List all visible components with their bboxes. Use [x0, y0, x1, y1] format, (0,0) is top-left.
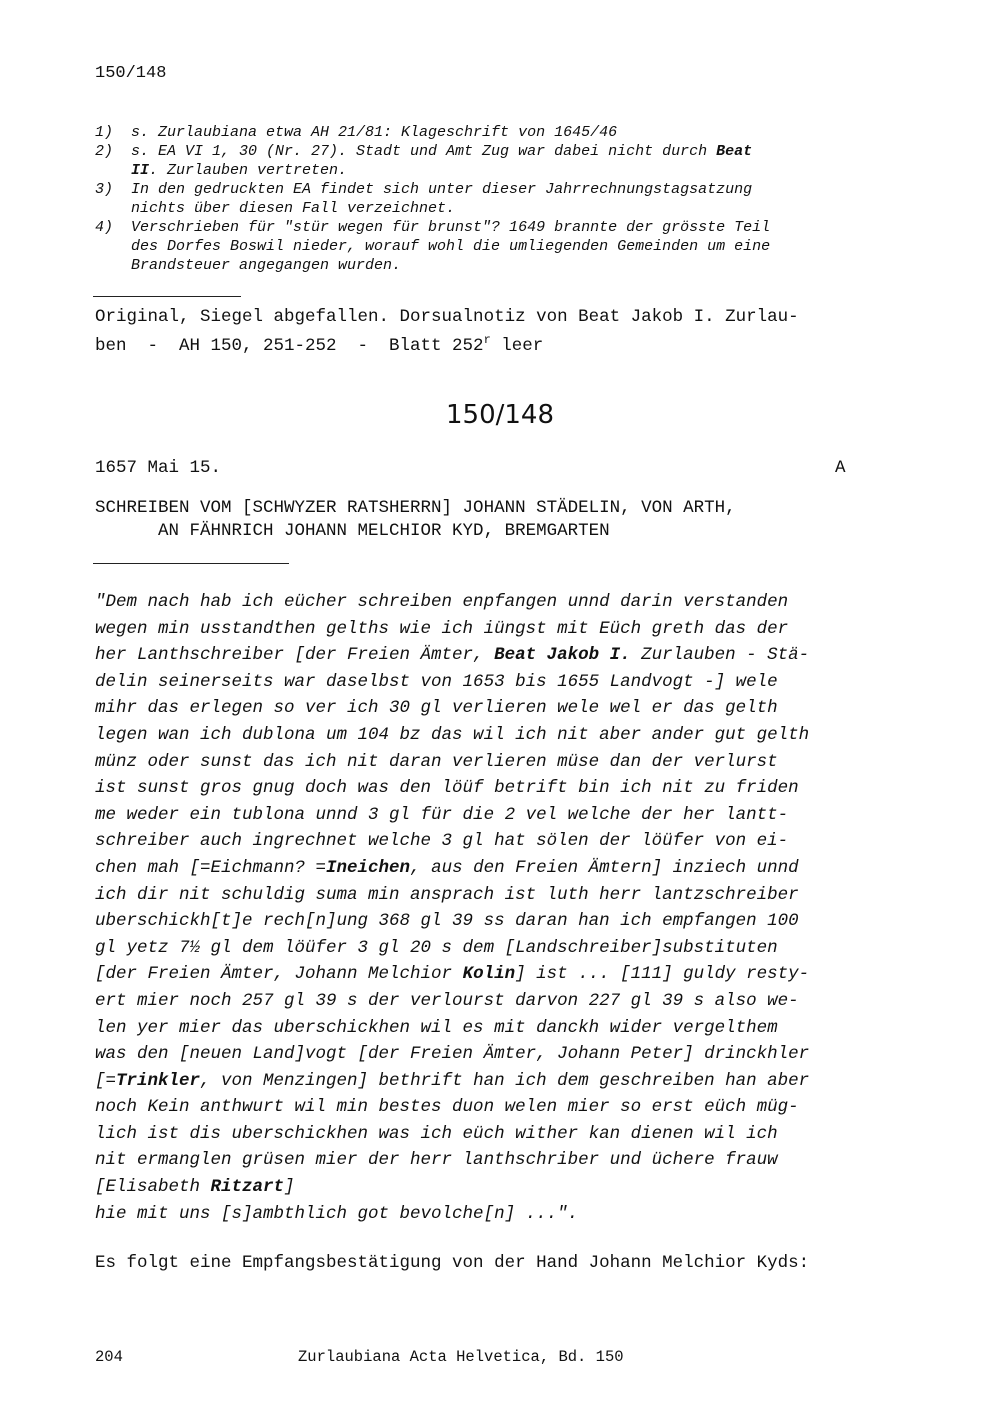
footnote-1 — [95, 123, 855, 142]
quote-line: ich dir nit schuldig suma min ansprach ist luth herr lantzschreiber — [95, 884, 799, 905]
quote-line: legen wan ich dublona um 104 bz das wil ich nit aber ander gut gelth — [95, 724, 810, 745]
quote-line: me weder ein tublona unnd 3 gl für die 2 vel welche der her lantt- — [95, 804, 789, 825]
quote-line: hie mit uns [s]ambthlich got bevolche[n] ...". — [95, 1203, 579, 1224]
footnotes — [95, 123, 855, 275]
footnote-text: s. Zurlaubiana etwa AH 21/81: Klageschrift von 1645/46 — [131, 124, 618, 141]
quote-line: [der Freien Ämter, Johann Melchior Kolin] ist ... [111] guldy resty- — [95, 964, 810, 985]
footnote-number: 3) — [95, 181, 114, 198]
page-header-ref: 150/148 — [95, 64, 167, 83]
quote-line: wegen min usstandthen gelths wie ich iüngst mit Eüch greth das der — [95, 618, 789, 639]
document-number: 150/148 — [445, 400, 554, 430]
quote-line: mihr das erlegen so ver ich 30 gl verlieren wele wel er das gelth — [95, 698, 778, 719]
footnote-text: In den gedruckten EA findet sich unter dieser Jahrrechnungstagsatzung nichts über diesen Fall verzeichnet. — [131, 181, 753, 217]
footnote-text: Verschrieben für "stür wegen für brunst"? 1649 brannte der grösste Teil des Dorfes Boswil nieder, worauf wohl die umliegenden Gemeinden um eine Brandsteuer angegangen wurden. — [131, 219, 771, 274]
page-number: 204 — [95, 1348, 123, 1366]
footnote-number: 1) — [95, 124, 114, 141]
footnote-divider — [93, 296, 241, 297]
quote-line: "Dem nach hab ich eücher schreiben enpfangen unnd darin verstanden — [95, 592, 789, 612]
quote-line: schreiber auch ingrechnet welche 3 gl hat sölen der löüfer von ei- — [95, 831, 789, 852]
footnote-number: 2) — [95, 143, 114, 160]
quote-line: ert mier noch 257 gl 39 s der verlourst darvon 227 gl 39 s also we- — [95, 990, 799, 1011]
quote-line: noch Kein anthwurt wil min bestes duon welen mier so erst eüch müg- — [95, 1097, 799, 1118]
followup-note: Es folgt eine Empfangsbestätigung von der Hand Johann Melchior Kyds: — [95, 1253, 810, 1273]
title-divider — [93, 563, 289, 564]
footnote-3 — [95, 180, 855, 218]
document-marker: A — [835, 458, 846, 478]
quote-line: chen mah [=Eichmann? =Ineichen, aus den Freien Ämtern] inziech unnd — [95, 857, 799, 878]
quote-line: her Lanthschreiber [der Freien Ämter, Beat Jakob I. Zurlauben - Stä- — [95, 645, 810, 666]
footnote-number: 4) — [95, 219, 114, 236]
letter-quote — [95, 589, 809, 1227]
quote-line: nit ermanglen grüsen mier der herr lanthschriber und üchere frauw — [95, 1150, 778, 1171]
quote-line: uberschickh[t]e rech[n]ung 368 gl 39 ss daran han ich empfangen 100 — [95, 911, 799, 932]
quote-line: was den [neuen Land]vogt [der Freien Ämter, Johann Peter] drinckhler — [95, 1044, 810, 1065]
quote-line: [Elisabeth Ritzart] — [95, 1177, 295, 1198]
quote-line: [=Trinkler, von Menzingen] bethrift han ich dem geschreiben han aber — [95, 1070, 810, 1091]
quote-line: münz oder sunst das ich nit daran verlieren müse dan der verlurst — [95, 751, 778, 772]
document-title: SCHREIBEN VOM [SCHWYZER RATSHERRN] JOHANN STÄDELIN, VON ARTH, AN FÄHNRICH JOHANN MELCHIOR KYD, BREMGARTEN — [95, 498, 736, 541]
publication-title: Zurlaubiana Acta Helvetica, Bd. 150 — [298, 1348, 624, 1366]
footnote-4 — [95, 218, 855, 275]
quote-line: delin seinerseits war daselbst von 1653 bis 1655 Landvogt -] wele — [95, 671, 778, 692]
footnote-text: s. EA VI 1, 30 (Nr. 27). Stadt und Amt Zug war dabei nicht durch Beat II. Zurlauben vertreten. — [131, 143, 753, 179]
quote-line: lich ist dis uberschickhen was ich eüch wither kan dienen wil ich — [95, 1123, 778, 1144]
document-date: 1657 Mai 15. — [95, 458, 222, 478]
quote-line: gl yetz 7½ gl dem löüfer 3 gl 20 s dem [Landschreiber]substituten — [95, 937, 778, 958]
original-note: Original, Siegel abgefallen. Dorsualnotiz von Beat Jakob I. Zurlau- ben - AH 150, 251-252 - Blatt 252$^r$ leer — [95, 307, 799, 356]
quote-line: len yer mier das uberschickhen wil es mit danckh wider vergelthem — [95, 1017, 778, 1038]
footnote-2 — [95, 142, 855, 180]
quote-line: ist sunst gros gnug doch was den löüf betrift bin ich nit zu friden — [95, 778, 799, 799]
